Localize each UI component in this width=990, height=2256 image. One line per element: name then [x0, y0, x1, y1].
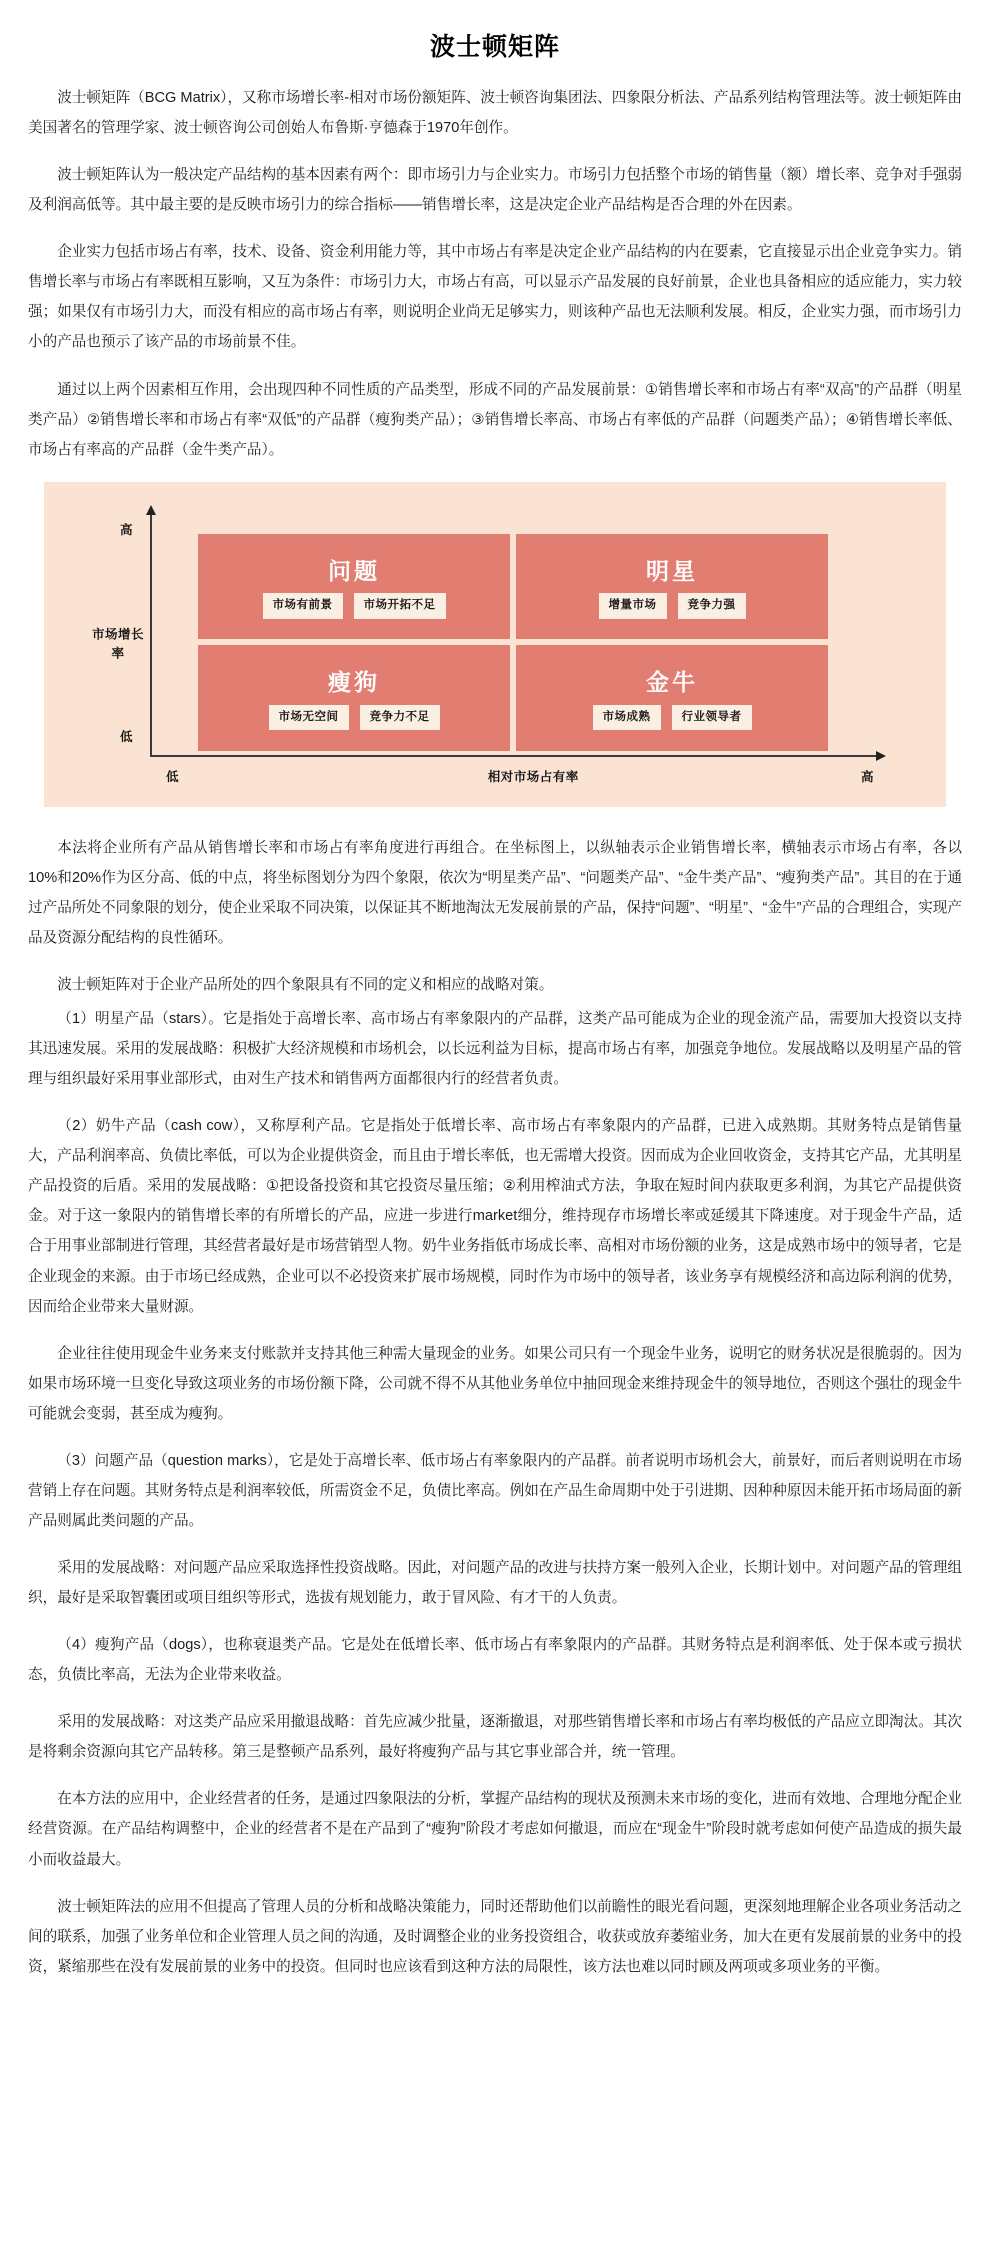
quadrant-tag: 市场开拓不足 [354, 593, 446, 619]
paragraph-stars: （1）明星产品（stars）。它是指处于高增长率、高市场占有率象限内的产品群，这类产品可能成为企业的现金流产品，需要加大投资以支持其迅速发展。采用的发展战略：积极扩大经济规模和市场机会，以长远利益为目标，提高市场占有率，加强竞争地位。发展战略以及明星产品的管理与组织最好采用事业部形式，由对生产技术和销售两方面都很内行的经营者负责。 [28, 1011, 963, 1088]
y-axis-title: 市场增长率 [92, 627, 145, 661]
quadrant-tags [593, 705, 752, 731]
paragraph-dogs-strategy: 采用的发展战略：对这类产品应采用撤退战略：首先应减少批量，逐渐撤退，对那些销售增长率和市场占有率均极低的产品应立即淘汰。其次是将剩余资源向其它产品转移。第三是整顿产品系列，最好将瘦狗产品与其它事业部合并，统一管理。 [28, 1714, 963, 1761]
quadrant-tag: 竞争力强 [678, 593, 746, 619]
paragraph-four-types: 通过以上两个因素相互作用，会出现四种不同性质的产品类型，形成不同的产品发展前景：①销售增长率和市场占有率“双高”的产品群（明星类产品）②销售增长率和市场占有率“双低”的产品群（瘦狗类产品）；③销售增长率高、市场占有率低的产品群（问题类产品）；④销售增长率低、市场占有率高的产品群（金牛类产品）。 [28, 381, 962, 458]
page-title: 波士顿矩阵 [429, 33, 560, 61]
paragraph-cash-cow-usage: 企业往往使用现金牛业务来支付账款并支持其他三种需大量现金的业务。如果公司只有一个现金牛业务，说明它的财务状况是很脆弱的。因为如果市场环境一旦变化导致这项业务的市场份额下降，公司就不得不从其他业务单位中抽回现金来维持现金牛的领导地位，否则这个强壮的现金牛可能就会变弱，甚至成为瘦狗。 [28, 1345, 963, 1422]
quadrant-tag: 增量市场 [599, 593, 667, 619]
bcg-matrix-figure [44, 482, 946, 807]
quadrant-star [516, 534, 828, 640]
quadrant-title: 金牛 [646, 669, 698, 696]
paragraph-question-marks: （3）问题产品（question marks），它是处于高增长率、低市场占有率象限内的产品群。前者说明市场机会大，前景好，而后者则说明在市场营销上存在问题。其财务特点是利润率较低，所需资金不足，负债比率高。例如在产品生命周期中处于引进期、因种种原因未能开拓市场局面的新产品则属此类问题的产品。 [28, 1452, 963, 1529]
x-axis-line [150, 755, 876, 757]
paragraph-basic-factors: 波士顿矩阵认为一般决定产品结构的基本因素有两个：即市场引力与企业实力。市场引力包括整个市场的销售量（额）增长率、竞争对手强弱及利润高低等。其中最主要的是反映市场引力的综合指标——销售增长率，这是决定企业产品结构是否合理的外在因素。 [28, 167, 963, 214]
quadrant-tag: 市场有前景 [263, 593, 343, 619]
quadrant-tag: 行业领导者 [672, 705, 752, 731]
paragraph-four-quadrant-intro: 波士顿矩阵对于企业产品所处的四个象限具有不同的定义和相应的战略对策。 [57, 976, 554, 993]
paragraph-cash-cow: （2）奶牛产品（cash cow），又称厚利产品。它是指处于低增长率、高市场占有率象限内的产品群，已进入成熟期。其财务特点是销售量大，产品利润率高、负债比率低，可以为企业提供资金，而且由于增长率低，也无需增大投资。因而成为企业回收资金，支持其它产品，尤其明星产品投资的后盾。采用的发展战略：①把设备投资和其它投资尽量压缩；②利用榨油式方法，争取在短时间内获取更多利润，为其它产品提供资金。对于这一象限内的销售增长率的有所增长的产品，应进一步进行market细分，维持现存市场增长率或延缓其下降速度。对于现金牛产品，适合于用事业部制进行管理，其经营者最好是市场营销型人物。奶牛业务指低市场成长率、高相对市场份额的业务，这是成熟市场中的领导者，它是企业现金的来源。由于市场已经成熟，企业可以不必投资来扩展市场规模，同时作为市场中的领导者，该业务享有规模经济和高边际利润的优势，因而给企业带来大量财源。 [28, 1118, 963, 1315]
quadrant-tags [269, 705, 440, 731]
quadrant-title: 明星 [646, 557, 698, 584]
quadrant-dog [198, 645, 510, 751]
y-axis-low-label: 低 [120, 729, 134, 744]
quadrant-cash-cow [516, 645, 828, 751]
quadrant-tags [599, 593, 746, 619]
quadrant-tag: 竞争力不足 [360, 705, 440, 731]
paragraph-enterprise-strength: 企业实力包括市场占有率，技术、设备、资金利用能力等，其中市场占有率是决定企业产品结构的内在要素，它直接显示出企业竞争实力。销售增长率与市场占有率既相互影响，又互为条件：市场引力大，市场占有高，可以显示产品发展的良好前景，企业也具备相应的适应能力，实力较强；如果仅有市场引力大，而没有相应的高市场占有率，则说明企业尚无足够实力，则该种产品也无法顺利发展。相反，企业实力强，而市场引力小的产品也预示了该产品的市场前景不佳。 [28, 244, 963, 351]
paragraph-dogs: （4）瘦狗产品（dogs），也称衰退类产品。它是处在低增长率、低市场占有率象限内的产品群。其财务特点是利润率低、处于保本或亏损状态，负债比率高，无法为企业带来收益。 [28, 1637, 962, 1684]
paragraph-application: 在本方法的应用中，企业经营者的任务，是通过四象限法的分析，掌握产品结构的现状及预测未来市场的变化，进而有效地、合理地分配企业经营资源。在产品结构调整中，企业的经营者不是在产品到了“瘦狗”阶段才考虑如何撤退，而应在“现金牛”阶段时就考虑如何使产品造成的损失最小而收益最大。 [28, 1791, 963, 1868]
quadrant-title: 问题 [328, 557, 380, 584]
x-axis-high-label: 高 [860, 769, 874, 784]
matrix-grid [198, 534, 828, 751]
paragraph-conclusion: 波士顿矩阵法的应用不但提高了管理人员的分析和战略决策能力，同时还帮助他们以前瞻性的眼光看问题，更深刻地理解企业各项业务活动之间的联系，加强了业务单位和企业管理人员之间的沟通，及时调整企业的业务投资组合，收获或放弃萎缩业务，加大在更有发展前景的业务中的投资，紧缩那些在没有发展前景的业务中的投资。但同时也应该看到这种方法的局限性，该方法也难以同时顾及两项或多项业务的平衡。 [28, 1898, 963, 1975]
paragraph-intro: 波士顿矩阵（BCG Matrix），又称市场增长率-相对市场份额矩阵、波士顿咨询集团法、四象限分析法、产品系列结构管理法等。波士顿矩阵由美国著名的管理学家、波士顿咨询公司创始人布鲁斯·亨德森于1970年创作。 [28, 90, 963, 137]
paragraph-recombination: 本法将企业所有产品从销售增长率和市场占有率角度进行再组合。在坐标图上，以纵轴表示企业销售增长率，横轴表示市场占有率，各以10%和20%作为区分高、低的中点，将坐标图划分为四个象限，依次为“明星类产品”、“问题类产品”、“金牛类产品”、“瘦狗类产品”。其目的在于通过产品所处不同象限的划分，使企业采取不同决策，以保证其不断地淘汰无发展前景的产品，保持“问题”、“明星”、“金牛”产品的合理组合，实现产品及资源分配结构的良性循环。 [28, 839, 962, 946]
y-axis-line [150, 514, 152, 757]
x-axis-title: 相对市场占有率 [487, 769, 579, 784]
quadrant-tag: 市场无空间 [269, 705, 349, 731]
y-axis-high-label: 高 [120, 522, 134, 537]
quadrant-tags [263, 593, 446, 619]
paragraph-question-strategy: 采用的发展战略：对问题产品应采取选择性投资战略。因此，对问题产品的改进与扶持方案一般列入企业，长期计划中。对问题产品的管理组织，最好是采取智囊团或项目组织等形式，选拔有规划能力，敢于冒风险、有才干的人负责。 [28, 1560, 963, 1607]
quadrant-title: 瘦狗 [328, 669, 380, 696]
quadrant-tag: 市场成熟 [593, 705, 661, 731]
quadrant-question [198, 534, 510, 640]
document-body [0, 83, 990, 1982]
x-axis-low-label: 低 [166, 769, 180, 784]
